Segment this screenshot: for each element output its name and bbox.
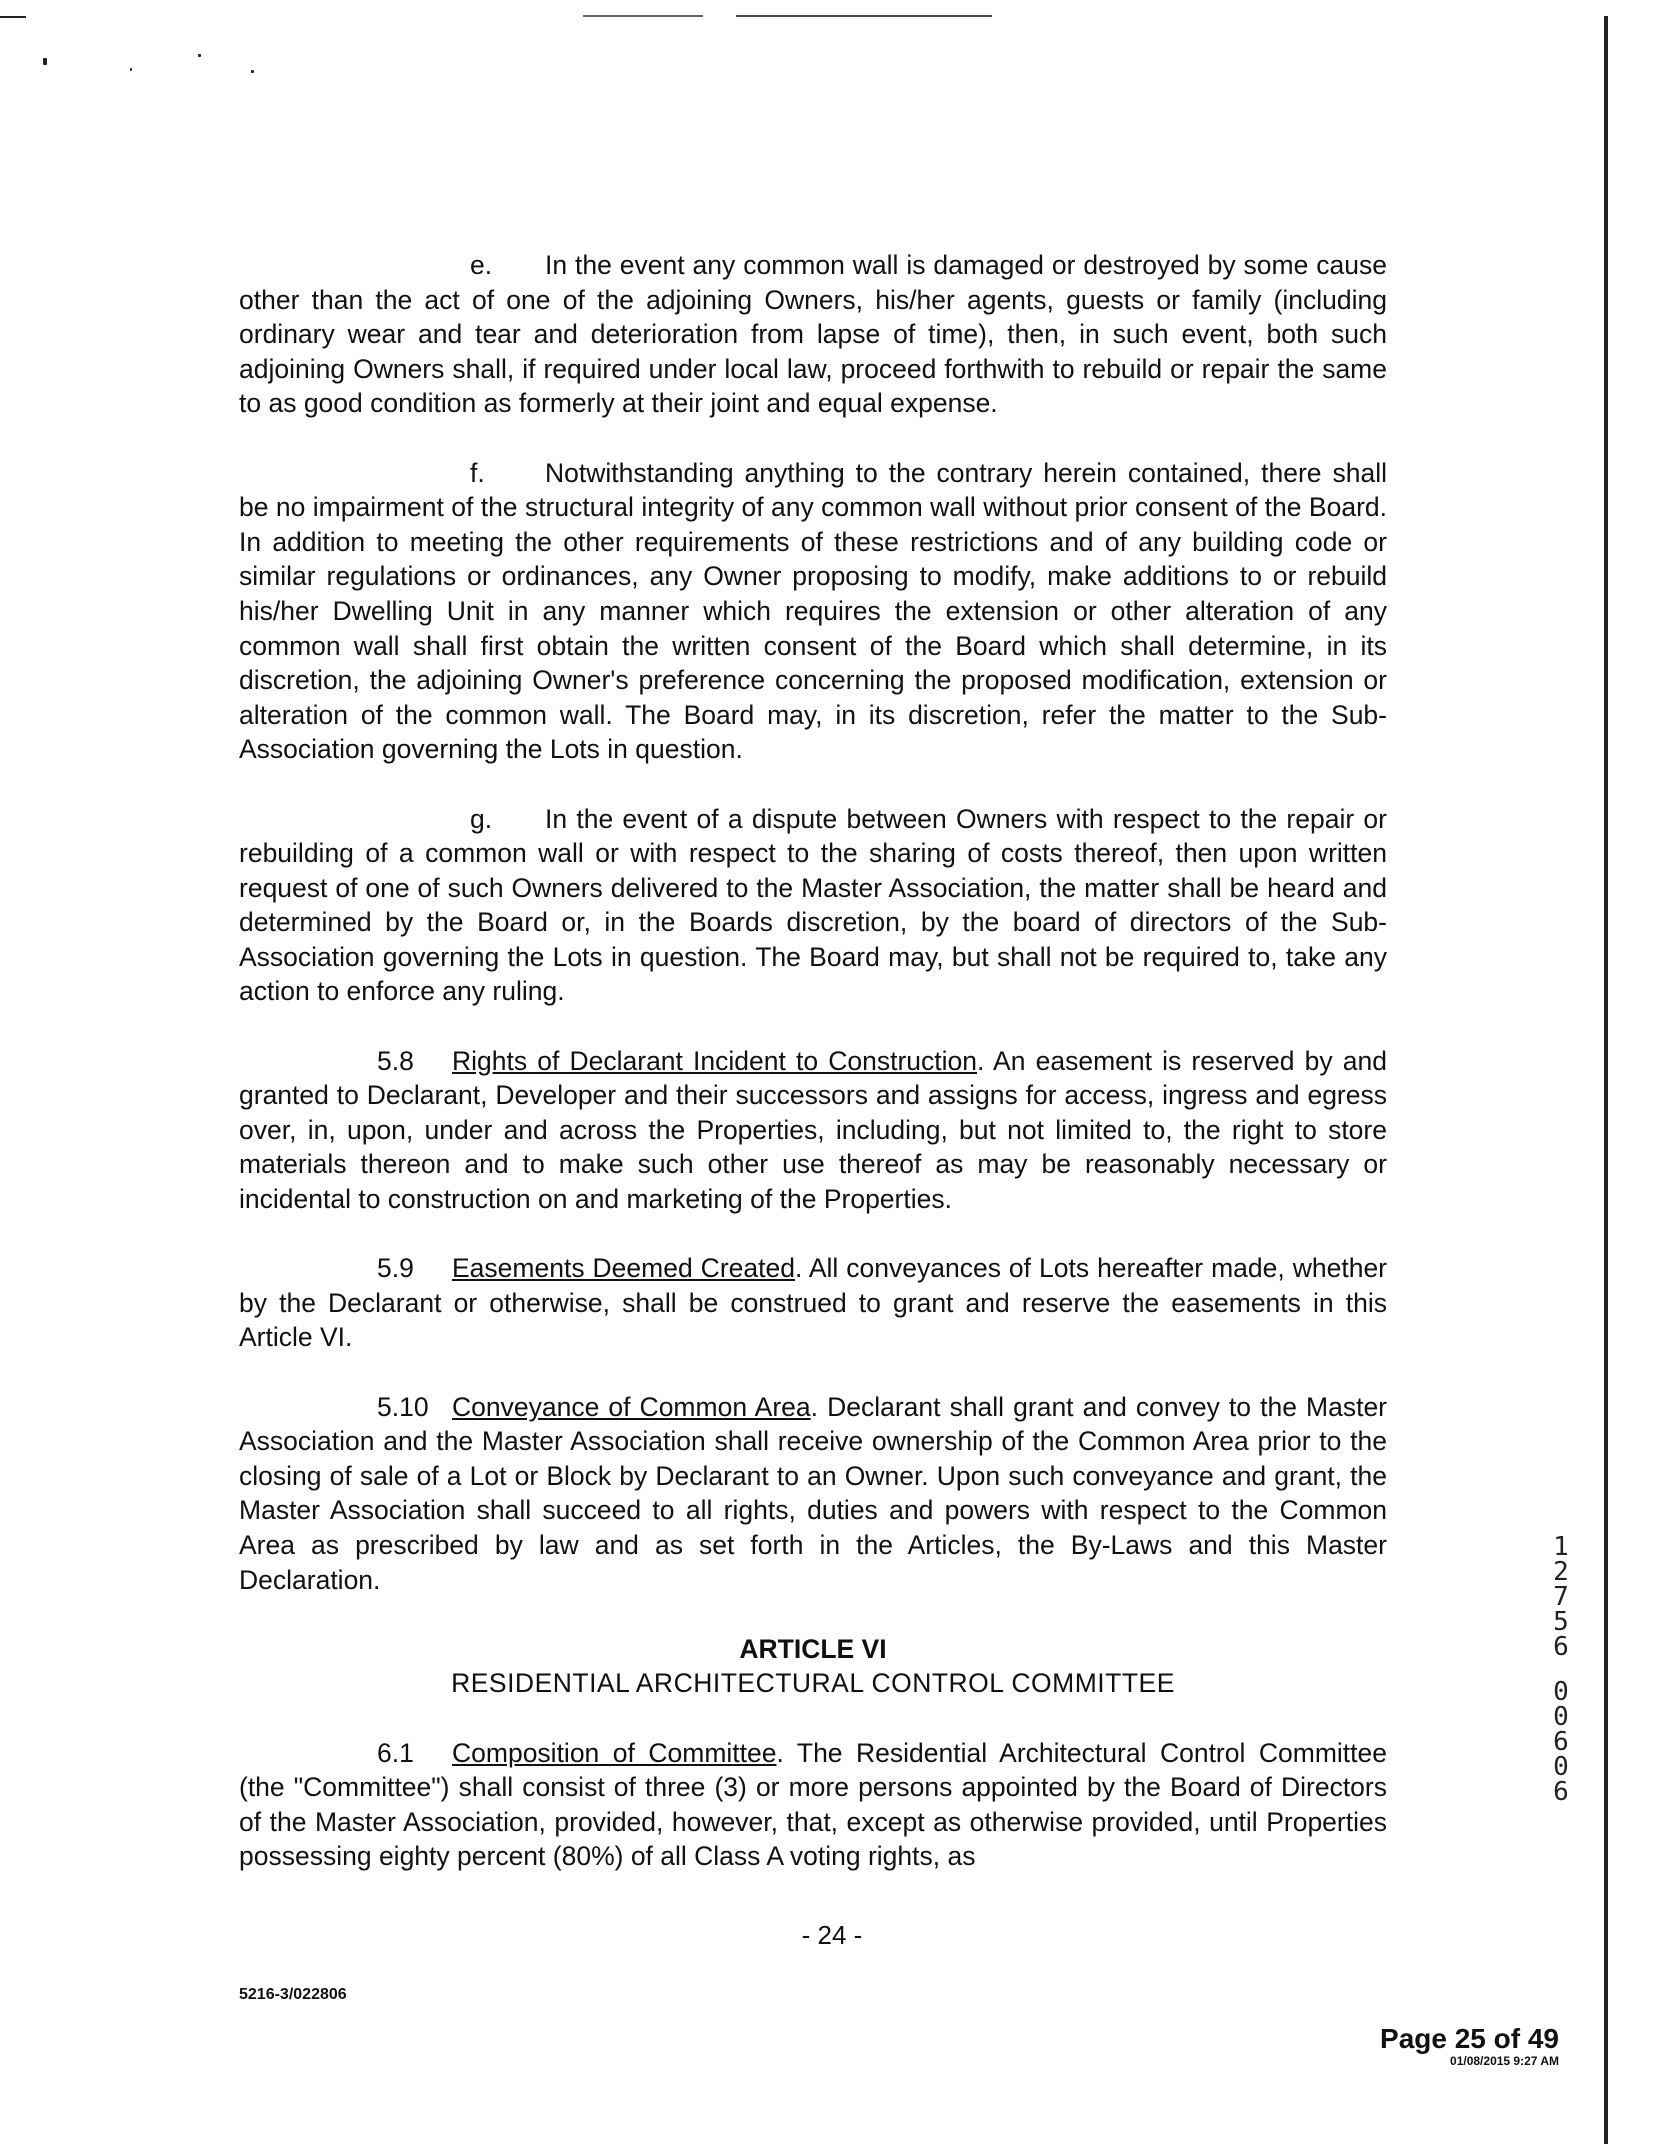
scan-speck [198,54,201,57]
recorder-page-count: Page 25 of 49 [1380,2023,1559,2054]
section-number: 5.8 [377,1045,414,1076]
paragraph-text: In the event of a dispute between Owners with respect to the repair or rebuilding of a common wall or with respect to the sharing of costs thereof, then upon written request of one of such Owners delivered to the Master Association, the matter shall be heard and determined by the Board or, in the Boards discretion, by the board of directors of the Sub-Association governing the Lots in question. The Board may, but shall not be required to, take any action to enforce any ruling. [239,803,1387,1007]
paragraph-label: g. [470,803,493,834]
paragraph-text: In the event any common wall is damaged or destroyed by some cause other than the act of one of the adjoining Owners, his/her agents, guests or family (including ordinary wear and tear and deterioration from lapse of time), then, in such event, both such adjoining Owners shall, if required under local law, proceed forthwith to rebuild or repair the same to as good condition as formerly at their joint and equal expense. [239,250,1387,419]
section-6-1 [239,1736,1387,1874]
article-title: RESIDENTIAL ARCHITECTURAL CONTROL COMMITTEE [451,1668,1175,1699]
section-text: . Declarant shall grant and convey to the Master Association and the Master Association shall receive ownership of the Common Area prior to the closing of sale of a Lot or Block by Declarant to an Owner. Upon such conveyance and grant, the Master Association shall succeed to all rights, duties and powers with respect to the Common Area as prescribed by law and as set forth in the Articles, the By-Laws and this Master Declaration. [239,1391,1388,1595]
section-heading: Rights of Declarant Incident to Construction [452,1045,978,1076]
section-5-8 [239,1044,1387,1217]
stamp-digit: 6 [1553,1777,1569,1807]
scan-mark-top-a [583,15,703,17]
section-text: . All conveyances of Lots hereafter made, whether by the Declarant or otherwise, shall be construed to grant and reserve the easements in this Article VI. [239,1253,1388,1353]
paragraph-label: f. [470,457,485,488]
scan-mark-left [0,16,26,18]
paragraph-f [239,456,1387,767]
section-number: 5.10 [377,1391,429,1422]
paragraph-g [239,802,1387,1010]
recorder-timestamp: 01/08/2015 9:27 AM [1450,2054,1559,2068]
paragraph-label: e. [470,250,493,280]
paragraph-text: Notwithstanding anything to the contrary herein contained, there shall be no impairment of the structural integrity of any common wall without prior consent of the Board. In addition to meeting the other requirements of these restrictions and of any building code or similar regulations or ordinances, any Owner proposing to modify, make additions to or rebuild his/her Dwelling Unit in any manner which requires the extension or other alteration of any common wall shall first obtain the written consent of the Board which shall determine, in its discretion, the adjoining Owner's preference concerning the proposed modification, extension or alteration of the common wall. The Board may, in its discretion, refer the matter to the Sub-Association governing the Lots in question. [239,457,1387,765]
stamp-digit: 7 [1553,1582,1569,1612]
stamp-digit: 0 [1553,1702,1569,1732]
section-number: 5.9 [377,1253,414,1284]
section-5-9 [239,1251,1387,1355]
stamp-digit: 0 [1553,1677,1569,1707]
recorder-stamp [1380,2024,1559,2068]
section-5-10 [239,1390,1387,1598]
stamp-digit: 0 [1553,1752,1569,1782]
stamp-digit: 5 [1553,1607,1569,1637]
document-code: 5216-3/022806 [239,1986,347,2003]
page-number: - 24 - [801,1920,863,1950]
scan-speck [251,70,254,73]
section-text: . An easement is reserved by and granted to Declarant, Developer and their successors and assigns for access, ingress and egress over, in, upon, under and across the Properties, including, but not limited to, the right to store materials thereon and to make such other use thereof as may be reasonably necessary or incidental to construction on and marketing of the Properties. [239,1045,1387,1215]
section-number: 6.1 [377,1737,414,1768]
section-heading: Composition of Committee [452,1737,777,1768]
article-number: ARTICLE VI [739,1633,887,1664]
stamp-digit: 6 [1553,1632,1569,1662]
article-heading [239,1632,1387,1701]
scan-edge-right [1604,16,1608,2144]
stamp-digit: 1 [1553,1532,1569,1562]
scan-mark-top-b [736,15,992,17]
section-heading: Conveyance of Common Area [452,1391,811,1422]
paragraph-e [239,248,1387,421]
section-text: . The Residential Architectural Control Committee (the "Committee") shall consist of three (3) or more persons appointed by the Board of Directors of the Master Association, provided, however, that, except as otherwise provided, until Properties possessing eighty percent (80%) of all Class A voting rights, as [239,1737,1387,1872]
stamp-digit: 2 [1553,1557,1569,1587]
recording-side-stamp [1544,1532,1578,1807]
scan-speck [43,58,47,65]
stamp-digit: 6 [1553,1727,1569,1757]
document-body [239,248,1387,1874]
section-heading: Easements Deemed Created [452,1253,795,1284]
scan-speck [130,68,132,71]
